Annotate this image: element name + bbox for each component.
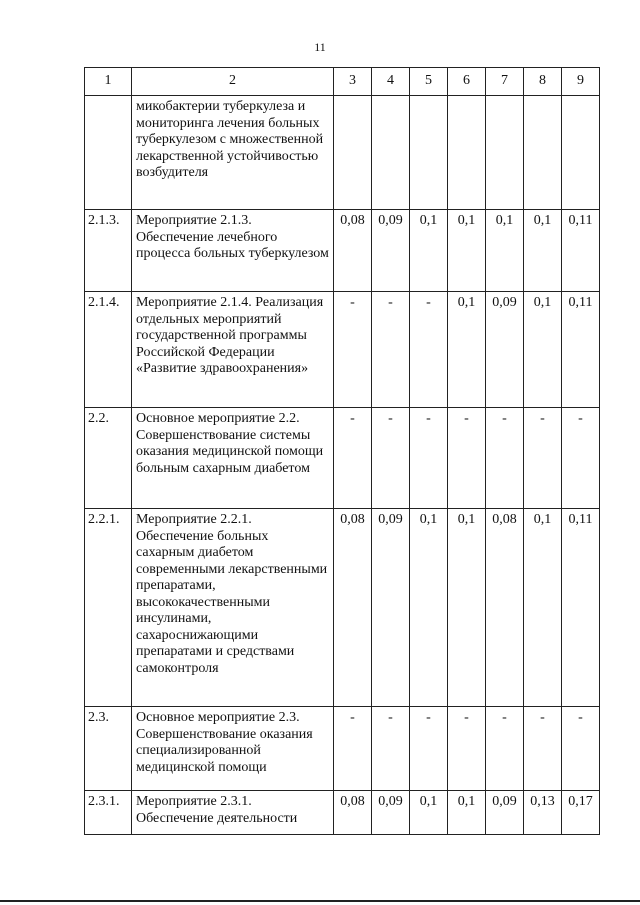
- value-cell: 0,1: [448, 509, 486, 707]
- value-cell: 0,1: [524, 509, 562, 707]
- row-number: 2.1.3.: [85, 210, 132, 292]
- table-row: [85, 292, 600, 408]
- table-header-row: [85, 68, 600, 96]
- value-cell: 0,08: [486, 509, 524, 707]
- table-row: [85, 96, 600, 210]
- table-row: [85, 509, 600, 707]
- program-table: [84, 67, 600, 835]
- row-number: 2.2.: [85, 408, 132, 509]
- column-header: 6: [448, 68, 486, 96]
- row-number: 2.3.: [85, 707, 132, 791]
- value-cell: 0,08: [334, 509, 372, 707]
- row-description: Основное мероприятие 2.3. Совершенствование оказания специализированной медицинской помощи: [132, 707, 334, 791]
- row-number: 2.3.1.: [85, 791, 132, 835]
- column-header: 1: [85, 68, 132, 96]
- column-header: 2: [132, 68, 334, 96]
- value-cell: [486, 96, 524, 210]
- value-cell: -: [562, 707, 600, 791]
- value-cell: [524, 96, 562, 210]
- value-cell: 0,1: [524, 210, 562, 292]
- value-cell: 0,13: [524, 791, 562, 835]
- value-cell: -: [372, 707, 410, 791]
- value-cell: -: [410, 408, 448, 509]
- value-cell: 0,11: [562, 210, 600, 292]
- value-cell: [334, 96, 372, 210]
- value-cell: -: [524, 707, 562, 791]
- value-cell: -: [334, 292, 372, 408]
- column-header: 4: [372, 68, 410, 96]
- value-cell: 0,1: [448, 791, 486, 835]
- row-description: Мероприятие 2.3.1. Обеспечение деятельности: [132, 791, 334, 835]
- row-number: [85, 96, 132, 210]
- value-cell: 0,09: [372, 210, 410, 292]
- row-number: 2.1.4.: [85, 292, 132, 408]
- value-cell: 0,08: [334, 791, 372, 835]
- column-header: 7: [486, 68, 524, 96]
- value-cell: -: [448, 408, 486, 509]
- value-cell: 0,1: [486, 210, 524, 292]
- table-row: [85, 210, 600, 292]
- value-cell: -: [372, 292, 410, 408]
- value-cell: -: [486, 408, 524, 509]
- value-cell: -: [334, 707, 372, 791]
- value-cell: 0,1: [524, 292, 562, 408]
- value-cell: 0,1: [448, 292, 486, 408]
- column-header: 8: [524, 68, 562, 96]
- value-cell: 0,11: [562, 509, 600, 707]
- value-cell: [372, 96, 410, 210]
- value-cell: 0,09: [486, 292, 524, 408]
- page-bottom-border: [0, 900, 640, 902]
- value-cell: 0,17: [562, 791, 600, 835]
- page-number: 11: [314, 40, 326, 54]
- column-header: 3: [334, 68, 372, 96]
- row-description: микобактерии туберкулеза и мониторинга лечения больных туберкулезом с множественной лекарственной устойчивостью возбудителя: [132, 96, 334, 210]
- column-header: 9: [562, 68, 600, 96]
- row-description: Основное мероприятие 2.2. Совершенствование системы оказания медицинской помощи больным сахарным диабетом: [132, 408, 334, 509]
- value-cell: 0,1: [410, 210, 448, 292]
- value-cell: -: [372, 408, 410, 509]
- value-cell: -: [410, 707, 448, 791]
- value-cell: 0,1: [410, 791, 448, 835]
- value-cell: 0,1: [448, 210, 486, 292]
- value-cell: [562, 96, 600, 210]
- table-row: [85, 791, 600, 835]
- value-cell: -: [334, 408, 372, 509]
- value-cell: -: [524, 408, 562, 509]
- row-description: Мероприятие 2.2.1. Обеспечение больных сахарным диабетом современными лекарственными препаратами, высококачественными инсулинами, сахароснижающими препаратами и средствами самоконтроля: [132, 509, 334, 707]
- value-cell: -: [486, 707, 524, 791]
- row-number: 2.2.1.: [85, 509, 132, 707]
- table-row: [85, 707, 600, 791]
- value-cell: [410, 96, 448, 210]
- table-row: [85, 408, 600, 509]
- row-description: Мероприятие 2.1.4. Реализация отдельных мероприятий государственной программы Российской Федерации «Развитие здравоохранения»: [132, 292, 334, 408]
- value-cell: 0,08: [334, 210, 372, 292]
- value-cell: 0,09: [486, 791, 524, 835]
- column-header: 5: [410, 68, 448, 96]
- value-cell: -: [562, 408, 600, 509]
- value-cell: 0,09: [372, 791, 410, 835]
- value-cell: 0,11: [562, 292, 600, 408]
- value-cell: -: [410, 292, 448, 408]
- value-cell: [448, 96, 486, 210]
- value-cell: 0,1: [410, 509, 448, 707]
- value-cell: 0,09: [372, 509, 410, 707]
- row-description: Мероприятие 2.1.3. Обеспечение лечебного процесса больных туберкулезом: [132, 210, 334, 292]
- value-cell: -: [448, 707, 486, 791]
